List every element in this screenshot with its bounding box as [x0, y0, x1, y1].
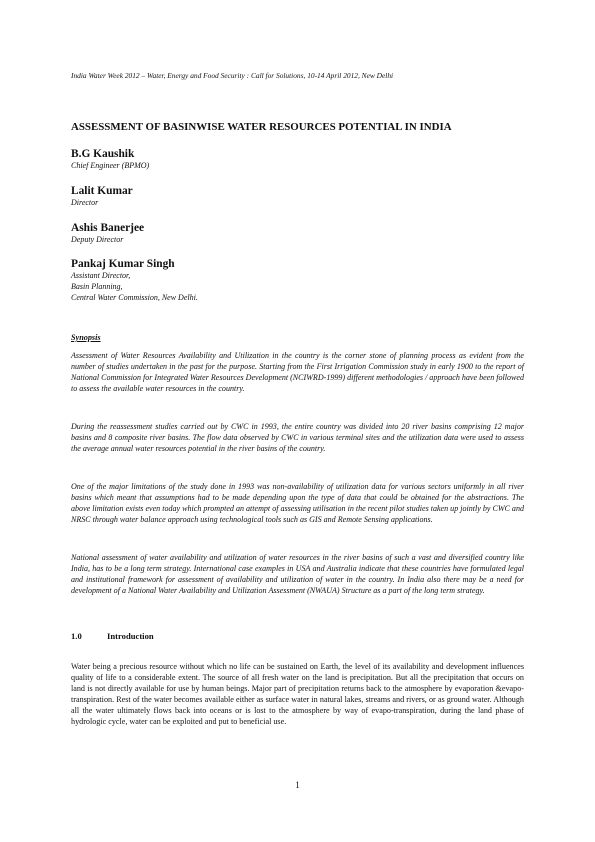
author-role: Chief Engineer (BPMO) — [71, 161, 150, 170]
author-block — [71, 185, 531, 209]
synopsis-paragraph: During the reassessment studies carried out by CWC in 1993, the entire country was divided into 20 river basins comprising 12 major basins and 8 composite river basins. The flow data observed by CWC in various terminal sites and the utilization data were used to assess the average annual water resources potential in the river basins of the country. — [71, 422, 524, 453]
synopsis-heading: Synopsis — [71, 333, 101, 342]
page-number: 1 — [295, 780, 300, 790]
section-number: 1.0 — [71, 631, 82, 641]
author-name: Pankaj Kumar Singh — [71, 258, 175, 270]
author-name: B.G Kaushik — [71, 148, 135, 160]
introduction-paragraph: Water being a precious resource without which no life can be sustained on Earth, the level of its availability and development influences quality of life to a considerable extent. The source of all fresh water on the land is precipitation. But all the precipitation that occurs on land is not directly available for use by human beings. Major part of precipitation returns back to the atmosphere by evaporation &evapo-transpiration. Rest of the water becomes available either as surface water in natural lakes, streams and rivers, or as ground water. Although all the water ultimately flows back into oceans or is lost to the atmosphere by way of evapo-transpiration, during the land phase of hydrologic cycle, water can be exploited and put to beneficial use. — [71, 662, 524, 727]
author-name: Lalit Kumar — [71, 185, 133, 197]
author-role: Central Water Commission, New Delhi. — [71, 292, 198, 302]
author-role: Basin Planning, — [71, 281, 123, 291]
synopsis-paragraph: One of the major limitations of the study done in 1993 was non-availability of utilization data for various sectors uniformly in all river basins which meant that assumptions had to be made depending upon the type of data that could be obtained for the abstractions. The above limitation exists even today which prompted an attempt of assessing utilisation in the recent pilot studies taken up jointly by CWC and NRSC through water balance approach using technological tools such as GIS and Remote Sensing applications. — [71, 482, 524, 524]
author-role: Director — [71, 198, 99, 207]
author-name: Ashis Banerjee — [71, 222, 145, 234]
paper-title: ASSESSMENT OF BASINWISE WATER RESOURCES POTENTIAL IN INDIA — [71, 121, 452, 133]
synopsis-paragraph: National assessment of water availability and utilization of water resources in the river basins of such a vast and diversified country like India, has to be a long term strategy. International case examples in USA and Australia indicate that these countries have formulated legal and institutional framework for assessment of availability and utilization of water in the country. In India also there may be a need for development of a National Water Availability and Utilization Assessment (NWAUA) Structure as a part of the long term strategy. — [71, 553, 524, 595]
author-role: Assistant Director, — [71, 271, 131, 280]
author-block — [71, 222, 531, 246]
author-block — [71, 148, 531, 172]
synopsis-paragraph: Assessment of Water Resources Availability and Utilization in the country is the corner stone of planning process as evident from the number of studies undertaken in the past for the purpose. Starting from the First Irrigation Commission study in early 1900 to the report of National Commission for Integrated Water Resources Development (NCIWRD-1999) different methodologies / approach have been followed to assess the available water resources in the country. — [71, 351, 524, 393]
author-role: Deputy Director — [71, 235, 124, 244]
author-block — [71, 258, 531, 303]
section-title: Introduction — [107, 631, 154, 641]
section-heading — [71, 631, 154, 641]
running-header: India Water Week 2012 – Water, Energy and Food Security : Call for Solutions, 10-14 April 2012, New Delhi — [71, 71, 394, 80]
